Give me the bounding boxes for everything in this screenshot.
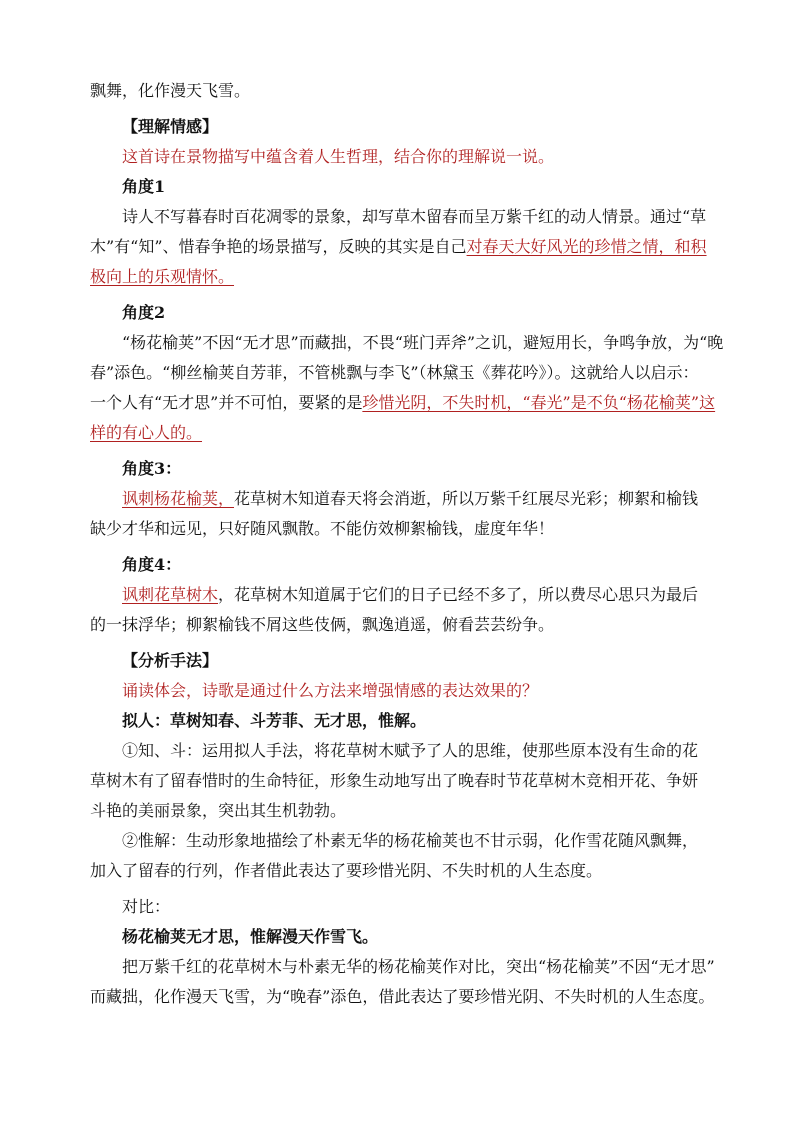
underlined-answer: 对春天大好风光的珍惜之情，和积	[466, 237, 707, 256]
text-line	[90, 580, 704, 610]
text-span: 角度1	[122, 177, 166, 196]
underlined-answer: 极向上的乐观情怀。	[90, 267, 235, 286]
text-span: 的一抹浮华；柳絮榆钱不屑这些伎俩，飘逸逍遥，俯看芸芸纷争。	[90, 615, 555, 634]
underlined-answer: 珍惜光阴，不失时机，“春光”是不负“杨花榆荚”这	[362, 393, 716, 412]
subheading	[90, 892, 704, 922]
text-span: 角度2	[122, 303, 166, 322]
text-span: 草树木有了留春惜时的生命特征，形象生动地写出了晚春时节花草树木竞相开花、争妍	[90, 771, 699, 790]
text-line	[90, 202, 707, 232]
text-span: 诗人不写暮春时百花凋零的景象，却写草木留春而呈万紫千红的动人情景。通过“草	[122, 207, 707, 226]
text-line	[90, 952, 715, 982]
text-line	[90, 826, 704, 856]
question-line	[90, 142, 704, 172]
subheading	[90, 172, 704, 202]
text-line	[90, 766, 704, 796]
underlined-answer: 讽刺杨花榆荚，	[122, 489, 235, 508]
text-span: 木”有“知”、惜春争艳的场景描写，反映的其实是自己	[90, 237, 467, 256]
text-span: ，花草树木知道属于它们的日子已经不多了，所以费尽心思只为最后	[218, 585, 699, 604]
question-line	[90, 676, 704, 706]
text-span: ②惟解：生动形象地描绘了朴素无华的杨花榆荚也不甘示弱，化作雪花随风飘舞，	[122, 831, 699, 850]
underlined-answer: 样的有心人的。	[90, 423, 203, 442]
text-span: 花草树木知道春天将会消逝，所以万紫千红展尽光彩；柳絮和榆钱	[234, 489, 699, 508]
text-span: 【理解情感】	[122, 117, 219, 136]
section-heading	[90, 646, 704, 676]
text-line	[90, 610, 704, 640]
text-span: 一个人有“无才思”并不可怕，要紧的是	[90, 393, 363, 412]
text-span: 诵读体会，诗歌是通过什么方法来增强情感的表达效果的？	[122, 681, 539, 700]
text-line	[90, 328, 724, 358]
text-line	[90, 262, 704, 292]
text-line	[90, 418, 704, 448]
subheading	[90, 550, 704, 580]
text-span: 斗艳的美丽景象，突出其生机勃勃。	[90, 801, 347, 820]
subheading	[90, 706, 704, 736]
text-span: 拟人：草树知春、斗芳菲、无才思，惟解。	[122, 711, 427, 730]
text-line	[90, 514, 704, 544]
text-line	[90, 982, 715, 1012]
section-heading	[90, 112, 704, 142]
text-span: 飘舞，化作漫天飞雪。	[90, 81, 251, 100]
text-line	[90, 388, 716, 418]
text-line	[90, 856, 704, 886]
text-line	[90, 484, 704, 514]
text-span: 加入了留春的行列，作者借此表达了要珍惜光阴、不失时机的人生态度。	[90, 861, 603, 880]
text-line	[90, 232, 707, 262]
text-span: 春”添色。“柳丝榆荚自芳菲，不管桃飘与李飞”（林黛玉《葬花吟》）。这就给人以启示：	[90, 363, 699, 382]
text-span: 对比：	[122, 897, 171, 916]
text-span: 这首诗在景物描写中蕴含着人生哲理，结合你的理解说一说。	[122, 147, 555, 166]
text-line	[90, 736, 704, 766]
text-span: ①知、斗：运用拟人手法，将花草树木赋予了人的思维，使那些原本没有生命的花	[122, 741, 699, 760]
subheading	[90, 922, 704, 952]
text-span: 缺少才华和远见，只好随风飘散。不能仿效柳絮榆钱，虚度年华！	[90, 519, 555, 538]
text-span: “杨花榆荚”不因“无才思”而藏拙，不畏“班门弄斧”之讥，避短用长，争鸣争放，为“晚	[122, 333, 724, 352]
text-span: 角度4：	[122, 555, 182, 574]
text-span: 杨花榆荚无才思，惟解漫天作雪飞。	[122, 927, 379, 946]
text-line	[90, 358, 704, 388]
text-line	[90, 796, 704, 826]
underlined-answer: 讽刺花草树木	[122, 585, 219, 604]
text-span: 角度3：	[122, 459, 182, 478]
text-span: 而藏拙，化作漫天飞雪，为“晚春”添色，借此表达了要珍惜光阴、不失时机的人生态度。	[90, 987, 715, 1006]
subheading	[90, 298, 704, 328]
text-line	[90, 76, 704, 106]
text-span: 把万紫千红的花草树木与朴素无华的杨花榆荚作对比，突出“杨花榆荚”不因“无才思”	[122, 957, 715, 976]
subheading	[90, 454, 704, 484]
text-span: 【分析手法】	[122, 651, 219, 670]
